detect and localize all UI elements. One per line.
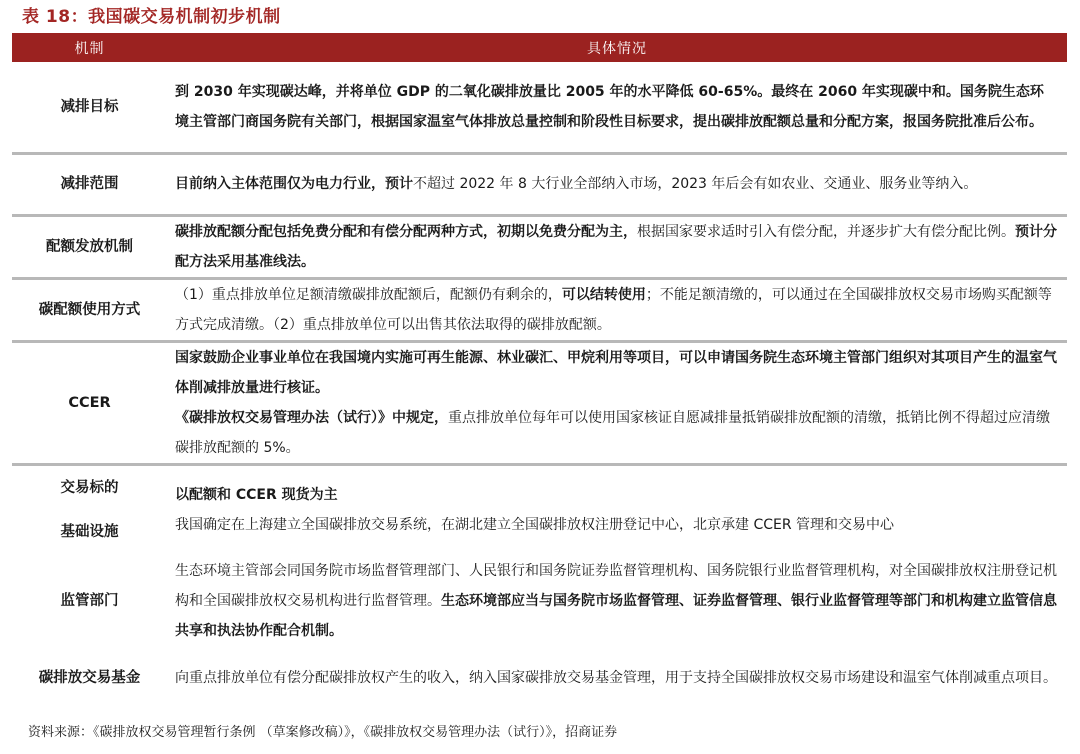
detail-text: 向重点排放单位有偿分配碳排放权产生的收入，纳入国家碳排放交易基金管理，用于支持全国碳排放权交易市场建设和温室气体削减重点项目。 [175,670,1057,686]
row-mechanism: CCER [12,341,167,464]
table-row [12,341,1067,464]
row-mechanism: 碳排放交易基金 [38,670,141,686]
mechanism-label-trade-target: 交易标的 [60,480,119,497]
detail-text-bold: 目前纳入主体范围仅为电力行业，预计 [175,176,413,192]
detail-text: 生态环境主管部会同国务院市场监督管理部门、人民银行和国务院证券监督管理机构、国务院银行业监督管理机构，对全国碳排放权注册登记机构和全国碳排放权交易机构进行监督管理。 [175,563,1057,609]
detail-text-bold: 预计分配方法采用基准线法。 [175,223,1057,270]
table-header-row [12,33,1067,62]
detail-text-bold: 碳排放配额分配包括免费分配和有偿分配两种方式，初期以免费分配为主， [175,223,637,240]
table-row [12,278,1067,341]
row-mechanism: 减排范围 [12,153,167,215]
row-mechanism: 配额发放机制 [12,215,167,278]
mechanism-label-infrastructure: 基础设施 [60,524,119,541]
header-details: 具体情况 [167,33,1067,62]
table-row [12,153,1067,215]
source-note: 资料来源：《碳排放权交易管理暂行条例 （草案修改稿）》，《碳排放权交易管理办法（试行）》，招商证券 [28,725,618,740]
row-mechanism: 监管部门 [60,593,119,609]
row-mechanism: 减排目标 [60,98,119,115]
detail-text: ；不能足额清缴的，可以通过在全国碳排放权交易市场购买配额等方式完成清缴。（2）重点排放单位可以出售其依法取得的碳排放配额。 [175,286,1052,333]
row-detail [167,278,1067,341]
row-detail [167,555,1067,647]
table-title: 表 18：我国碳交易机制初步机制 [22,7,281,27]
table-row [12,62,1067,153]
detail-text-bold: 国家鼓励企业事业单位在我国境内实施可再生能源、林业碳汇、甲烷利用等项目，可以申请国务院生态环境主管部门组织对其项目产生的温室气体削减排放量进行核证。 [175,349,1057,396]
table-row [12,555,1067,647]
detail-text-bold: 以配额和 CCER 现货为主 [175,487,338,504]
detail-text: 到 2030 年实现碳达峰，并将单位 GDP 的二氧化碳排放量比 2005 年的水平降低 60-65%。最终在 2060 年实现碳中和。国务院生态环境主管部门商国务院有关部门，根据国家温室气体排放总量控制和阶段性目标要求，提出碳排放配额总量和分配方案，报国务院批准后公布。 [175,83,1044,130]
detail-text-bold: 《碳排放权交易管理办法（试行）》中规定， [175,409,448,426]
detail-text-bold: 可以结转使用 [561,286,646,303]
row-detail [167,464,1067,555]
row-detail [167,215,1067,278]
row-mechanism: 碳配额使用方式 [12,278,167,341]
row-detail [167,153,1067,215]
detail-text-bold: 生态环境部应当与国务院市场监督管理、证券监督管理、银行业监督管理等部门和机构建立监管信息共享和执法协作配合机制。 [175,593,1057,639]
header-mechanism: 机制 [12,33,167,62]
detail-text: 根据国家要求适时引入有偿分配，并逐步扩大有偿分配比例。 [637,223,1015,240]
detail-text: （1）重点排放单位足额清缴碳排放配额后，配额仍有剩余的， [175,286,562,303]
carbon-mechanism-table [12,33,1067,709]
row-detail [167,62,1067,153]
row-mechanism [12,464,167,555]
table-row [12,215,1067,278]
detail-text: 重点排放单位每年可以使用国家核证自愿减排量抵销碳排放配额的清缴，抵销比例不得超过应清缴碳排放配额的 5%。 [175,409,1050,456]
detail-text: 我国确定在上海建立全国碳排放交易系统，在湖北建立全国碳排放权注册登记中心，北京承建 CCER 管理和交易中心 [175,517,895,534]
table-row [12,464,1067,555]
detail-text: 不超过 2022 年 8 大行业全部纳入市场，2023 年后会有如农业、交通业、服务业等纳入。 [413,176,978,192]
row-detail [167,341,1067,464]
table-row [12,647,1067,709]
row-detail [167,647,1067,709]
